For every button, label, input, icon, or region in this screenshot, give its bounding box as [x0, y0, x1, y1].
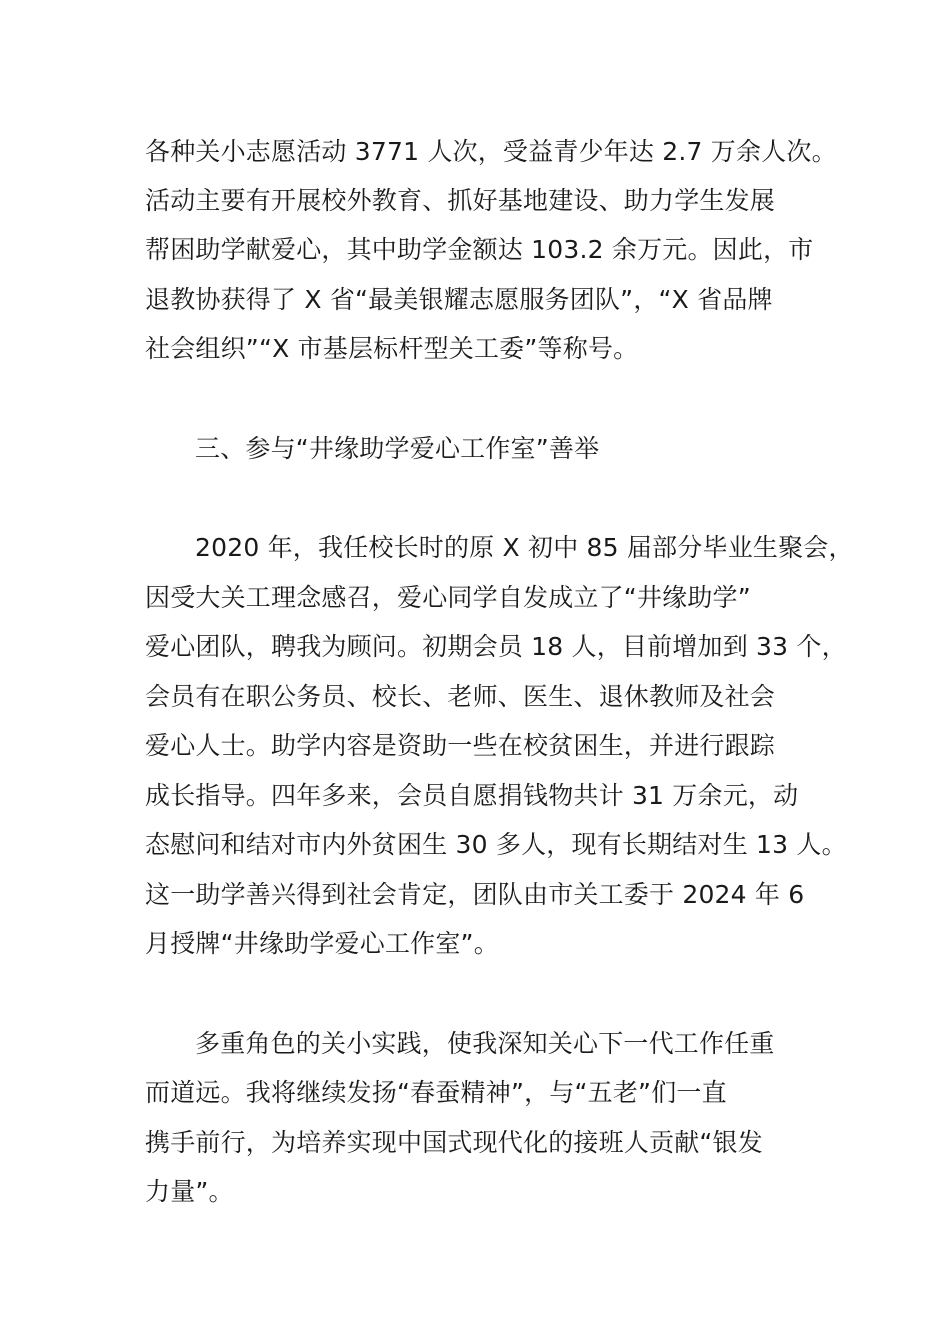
- paragraph-2-line-2: 因受大关工理念感召，爱心同学自发成立了“井缘助学”: [145, 583, 751, 612]
- paragraph-1-line-3: 帮困助学献爱心，其中助学金额达 103.2 余万元。因此，市: [145, 235, 814, 264]
- paragraph-1-line-5: 社会组织”“X 市基层标杆型关工委”等称号。: [145, 334, 639, 363]
- paragraph-2-line-7: 态慰问和结对市内外贫困生 30 多人，现有长期结对生 13 人。: [145, 830, 847, 859]
- paragraph-2-line-8: 这一助学善兴得到社会肯定，团队由市关工委于 2024 年 6: [145, 880, 805, 909]
- paragraph-1-line-1: 各种关小志愿活动 3771 人次，受益青少年达 2.7 万余人次。: [145, 137, 837, 166]
- section-heading-3: 三、参与“井缘助学爱心工作室”善举: [195, 434, 600, 463]
- paragraph-2-line-9: 月授牌“井缘助学爱心工作室”。: [145, 929, 499, 958]
- paragraph-2-line-1: 2020 年，我任校长时的原 X 初中 85 届部分毕业生聚会，: [195, 533, 854, 562]
- paragraph-3-line-3: 携手前行，为培养实现中国式现代化的接班人贡献“银发: [145, 1128, 763, 1157]
- paragraph-3-line-1: 多重角色的关小实践，使我深知关心下一代工作任重: [195, 1029, 775, 1058]
- paragraph-1-line-4: 退教协获得了 X 省“最美银耀志愿服务团队”，“X 省品牌: [145, 285, 773, 314]
- paragraph-2-line-3: 爱心团队，聘我为顾问。初期会员 18 人，目前增加到 33 个，: [145, 632, 847, 661]
- paragraph-2-line-6: 成长指导。四年多来，会员自愿捐钱物共计 31 万余元，动: [145, 781, 799, 810]
- paragraph-3-line-2: 而道远。我将继续发扬“春蚕精神”，与“五老”们一直: [145, 1078, 727, 1107]
- paragraph-3-line-4: 力量”。: [145, 1177, 234, 1206]
- paragraph-2-line-4: 会员有在职公务员、校长、老师、医生、退休教师及社会: [145, 682, 776, 711]
- paragraph-1-line-2: 活动主要有开展校外教育、抓好基地建设、助力学生发展: [145, 186, 776, 215]
- paragraph-2-line-5: 爱心人士。助学内容是资助一些在校贫困生，并进行跟踪: [145, 731, 776, 760]
